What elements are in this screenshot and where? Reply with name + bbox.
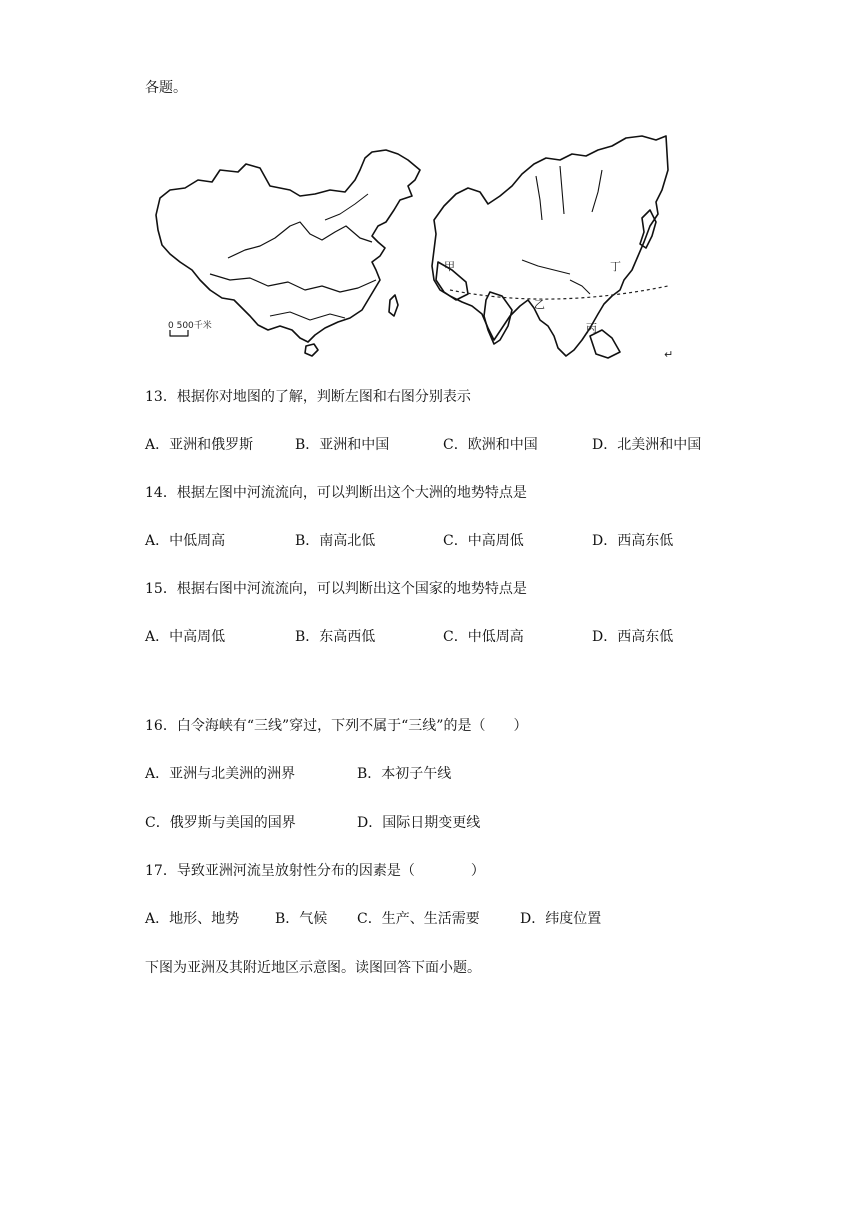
asia-river-2 — [592, 170, 602, 212]
option-a[interactable]: A．亚洲与北美洲的洲界 — [145, 766, 296, 782]
option-d[interactable]: D．西高东低 — [592, 629, 674, 645]
question-number: 16． — [145, 718, 177, 734]
option-b[interactable]: B．南高北低 — [295, 533, 376, 549]
river-yellow — [228, 222, 372, 258]
question-16 — [145, 716, 527, 736]
japan-islands — [640, 210, 656, 248]
option-c[interactable]: C．中低周高 — [443, 629, 524, 645]
option-d[interactable]: D．纬度位置 — [520, 911, 602, 927]
closing-text: 下图为亚洲及其附近地区示意图。读图回答下面小题。 — [145, 960, 481, 976]
hainan-island — [305, 344, 318, 356]
river-pearl — [270, 312, 345, 320]
option-d[interactable]: D．西高东低 — [592, 533, 674, 549]
label-bing: 丙 — [586, 322, 597, 335]
return-mark: ↵ — [664, 348, 674, 361]
label-jia: 甲 — [444, 260, 455, 273]
asia-river-1 — [560, 166, 564, 214]
question-number: 13． — [145, 389, 177, 405]
asia-outline — [432, 136, 668, 356]
intro-text: 各题。 — [145, 80, 187, 96]
asia-river-3 — [536, 176, 542, 220]
option-b[interactable]: B．亚洲和中国 — [295, 437, 390, 453]
question-number: 17． — [145, 863, 177, 879]
option-d[interactable]: D．北美洲和中国 — [592, 437, 702, 453]
question-17 — [145, 861, 485, 881]
river-yangtze — [210, 274, 376, 292]
option-c[interactable]: C．中高周低 — [443, 533, 524, 549]
question-number: 15． — [145, 581, 177, 597]
question-text: 根据左图中河流流向，可以判断出这个大洲的地势特点是 — [176, 485, 527, 501]
option-a[interactable]: A．亚洲和俄罗斯 — [145, 437, 254, 453]
option-c[interactable]: C．生产、生活需要 — [357, 911, 480, 927]
tropic-line — [450, 286, 668, 299]
china-outline — [156, 150, 420, 342]
label-yi: 乙 — [534, 298, 545, 311]
question-13 — [145, 387, 471, 407]
right-map-asia — [432, 136, 668, 358]
asia-river-5 — [570, 280, 590, 294]
option-c[interactable]: C．欧洲和中国 — [443, 437, 538, 453]
map-figure — [150, 130, 674, 362]
option-c[interactable]: C．俄罗斯与美国的国界 — [145, 815, 296, 831]
river-north — [325, 194, 368, 220]
question-text: 导致亚洲河流呈放射性分布的因素是（ ） — [176, 863, 485, 879]
label-ding: 丁 — [610, 260, 621, 273]
question-text: 根据你对地图的了解，判断左图和右图分别表示 — [176, 389, 471, 405]
option-b[interactable]: B．气候 — [275, 911, 328, 927]
scale-label: 0 500千米 — [168, 321, 212, 331]
option-b[interactable]: B．东高西低 — [295, 629, 376, 645]
option-a[interactable]: A．中低周高 — [145, 533, 226, 549]
option-a[interactable]: A．中高周低 — [145, 629, 226, 645]
taiwan-island — [389, 295, 398, 316]
question-text: 白令海峡有“三线”穿过，下列不属于“三线”的是（ ） — [176, 718, 528, 734]
question-14 — [145, 483, 527, 503]
question-number: 14． — [145, 485, 177, 501]
option-b[interactable]: B．本初子午线 — [357, 766, 452, 782]
option-d[interactable]: D．国际日期变更线 — [357, 815, 481, 831]
asia-river-4 — [522, 260, 570, 274]
option-a[interactable]: A．地形、地势 — [145, 911, 240, 927]
question-15 — [145, 579, 527, 599]
question-text: 根据右图中河流流向，可以判断出这个国家的地势特点是 — [176, 581, 527, 597]
